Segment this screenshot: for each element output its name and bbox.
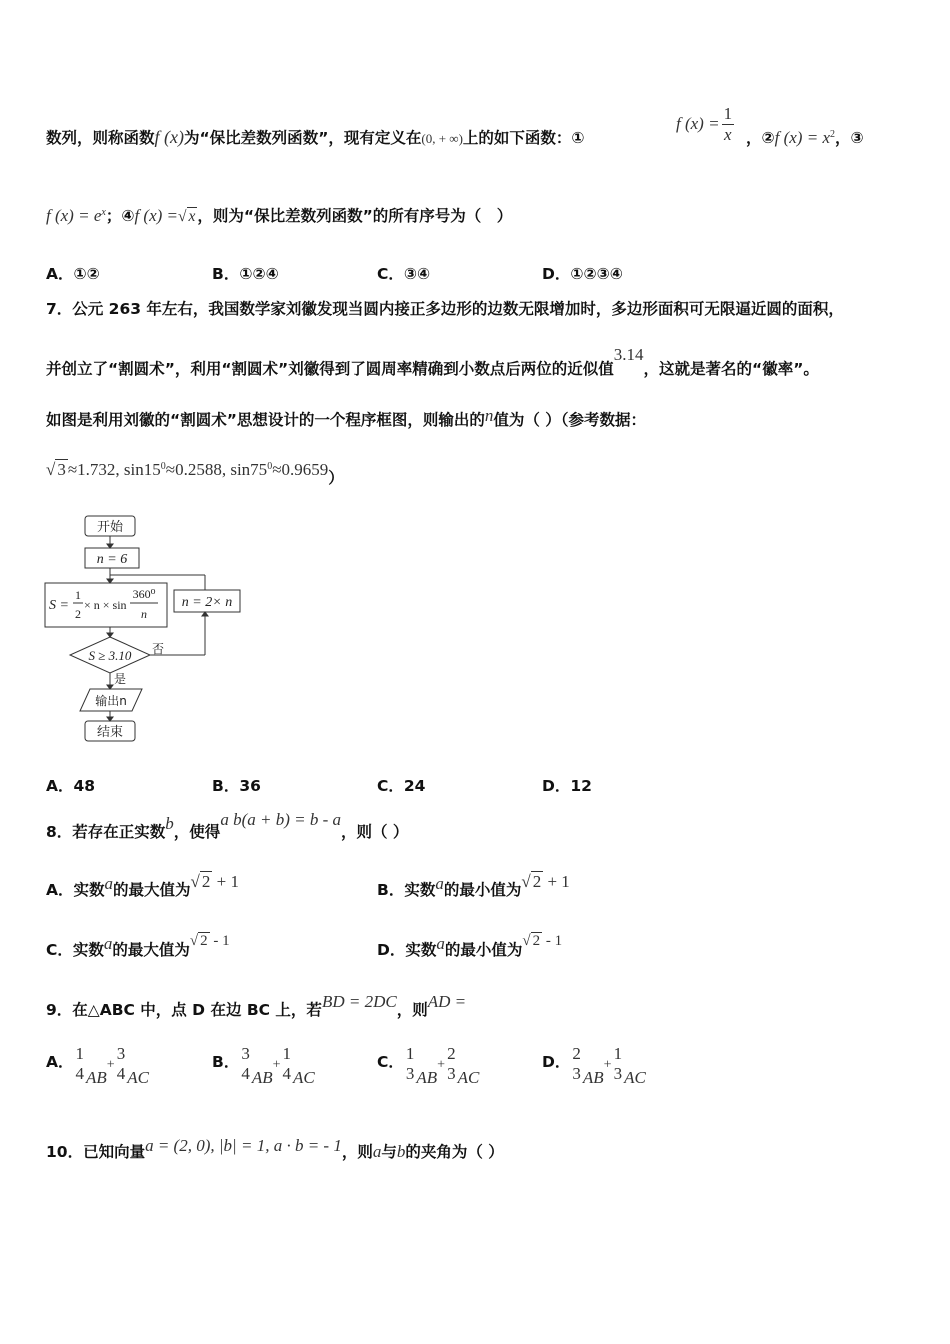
q6-f2 (746, 126, 864, 148)
q7-ref-deg: 0 (267, 460, 273, 472)
option-text: 12 (570, 777, 592, 795)
option-text: 实数 (405, 941, 437, 959)
option-frac (76, 1044, 85, 1084)
frac-num: 3 (241, 1044, 250, 1063)
option-var: a (104, 874, 114, 893)
q9-stem (46, 992, 467, 1020)
q9-option-c[interactable] (377, 1044, 480, 1087)
q6-sep: ；④ (105, 207, 135, 225)
q10-stem (46, 1136, 504, 1162)
option-label: C． (377, 777, 404, 795)
q6-option-c[interactable] (377, 262, 430, 284)
sqrt-tail: + 1 (547, 872, 570, 891)
q7-line2 (46, 345, 819, 379)
option-label: A． (46, 265, 74, 283)
q7-option-d[interactable] (542, 774, 592, 796)
option-label: D． (542, 777, 571, 795)
q8-option-a[interactable] (46, 872, 239, 900)
flow-calc-s: S = (49, 598, 69, 613)
q7-reference (46, 458, 344, 487)
option-label: C． (46, 941, 73, 959)
vector-ab: AB (416, 1067, 438, 1087)
option-sqrt: √ 2 + 1 (521, 872, 570, 891)
option-text: ①②③④ (570, 265, 623, 283)
q8-option-b[interactable] (377, 872, 570, 900)
flow-calc-half-num: 1 (75, 588, 81, 602)
q8-equation: a b(a + b) = b - a (220, 810, 341, 829)
option-label: B． (212, 265, 240, 283)
flow-arrowhead (202, 612, 208, 616)
option-frac (572, 1044, 581, 1084)
option-text: 的最小值为 (444, 941, 523, 959)
q6-text: 数列，则称函数 (46, 129, 155, 147)
option-var: a (436, 934, 445, 953)
q6-sep: ，② (746, 129, 775, 147)
option-frac (117, 1044, 126, 1084)
frac-den: x (724, 125, 732, 144)
frac-num: 1 (405, 1044, 415, 1063)
option-text: 实数 (404, 881, 436, 899)
q6-f3-expr: f (x) = e (46, 206, 102, 225)
vector-ac: AC (457, 1067, 480, 1087)
sqrt-tail: + 1 (216, 872, 239, 891)
flow-arrowhead (107, 579, 113, 583)
vector-ac: AC (624, 1067, 646, 1087)
frac-num: 1 (723, 104, 733, 123)
plus-sign: + (272, 1057, 281, 1073)
frac-num: 2 (447, 1044, 456, 1063)
q10-var-a: a (372, 1142, 382, 1161)
sqrt-radicand: 2 (532, 933, 541, 949)
vector-ac: AC (293, 1067, 315, 1087)
flow-calc-deg-num: 360⁰ (132, 587, 156, 601)
flow-arrowhead (107, 717, 113, 721)
sqrt-tail: - 1 (213, 933, 230, 949)
frac-num: 2 (572, 1044, 581, 1063)
q8-text: 8．若存在正实数 (46, 823, 166, 841)
frac-den: 4 (116, 1064, 126, 1083)
q6-f2-expr: f (x) = x (774, 128, 830, 147)
frac-den: 3 (572, 1064, 581, 1083)
q9-option-d[interactable] (542, 1044, 646, 1087)
frac-num: 3 (116, 1044, 126, 1063)
frac-den: 4 (282, 1064, 292, 1083)
q7-var-n: n (484, 406, 494, 425)
flow-arrowhead (107, 685, 113, 689)
option-text: 实数 (72, 941, 104, 959)
option-label: A． (46, 777, 74, 795)
option-text: 24 (403, 777, 426, 795)
q9-text: ，则 (396, 1001, 428, 1019)
sqrt-radicand: 2 (201, 872, 211, 891)
q7-text: 值为（ ）（参考数据： (493, 411, 647, 429)
q6-text: ，则为“保比差数列函数”的所有序号为（ ） (197, 207, 513, 225)
q6-option-a[interactable] (46, 262, 100, 284)
q9-option-b[interactable] (212, 1044, 315, 1087)
q9-text: 9．在△ABC 中，点 D 在边 BC 上，若 (46, 1001, 322, 1019)
flow-start-text: 开始 (96, 520, 124, 535)
option-text: 的最大值为 (113, 881, 191, 899)
option-text: 48 (73, 777, 96, 795)
q7-text: 如图是利用刘徽的“割圆术”思想设计的一个程序框图，则输出的 (46, 411, 485, 429)
option-text: ③④ (403, 265, 431, 283)
vector-ab: AB (86, 1067, 107, 1087)
q6-sep: ，③ (834, 129, 864, 147)
option-sqrt: √ 2 - 1 (522, 933, 563, 949)
option-label: D． (377, 941, 406, 959)
option-label: C． (377, 265, 404, 283)
q6-f2-sup: 2 (829, 128, 835, 140)
q8-text: ，则（ ） (341, 823, 409, 841)
q7-ref-close: ） (328, 469, 344, 487)
q7-ref-text: ≈0.2588, sin75 (165, 460, 268, 479)
option-text: 实数 (73, 881, 105, 899)
q6-fx: f (x) (154, 127, 184, 147)
option-label: D． (542, 1052, 571, 1071)
frac-num: 1 (282, 1044, 292, 1063)
vector-ac: AC (127, 1067, 149, 1087)
flow-calc-half-den: 2 (75, 607, 81, 621)
option-text: ①② (73, 265, 100, 283)
flow-calc-deg-den: n (141, 607, 147, 621)
option-text: 36 (239, 777, 261, 795)
q8-option-d[interactable] (377, 933, 563, 960)
sqrt-radicand: 3 (57, 460, 66, 479)
option-text: 的最大值为 (112, 941, 190, 959)
frac-num: 1 (613, 1044, 623, 1063)
flow-end-text: 结束 (96, 725, 124, 740)
q10-text: ，则 (341, 1143, 373, 1161)
plus-sign: + (603, 1057, 612, 1073)
option-label: B． (212, 1052, 240, 1071)
q10-equation: a = (2, 0), |b| = 1, a · b = - 1 (145, 1136, 342, 1155)
q10-var-b: b (396, 1142, 406, 1161)
q6-option-b[interactable] (212, 262, 279, 284)
flow-arrowhead (107, 633, 113, 637)
flow-update-text: n = 2× n (181, 595, 233, 610)
option-frac (241, 1044, 250, 1084)
option-label: A． (46, 1052, 74, 1071)
q6-f1 (676, 104, 736, 145)
q6-line1 (46, 126, 585, 148)
option-label: B． (377, 881, 405, 899)
q6-f4-sqrt: √ x (178, 208, 196, 225)
option-text: ①②④ (239, 265, 279, 283)
option-frac (447, 1044, 456, 1084)
flow-cond-text: S ≥ 3.10 (88, 648, 132, 663)
frac-den: 4 (75, 1064, 84, 1083)
q8-var-b: b (165, 814, 174, 833)
frac-den: 4 (241, 1064, 250, 1083)
option-sqrt: √ 2 + 1 (190, 872, 239, 891)
flow-calc-mid: × n × sin (84, 598, 127, 612)
q7-ref-deg: 0 (160, 460, 166, 472)
q6-f3-sup: x (101, 206, 106, 218)
frac-den: 3 (447, 1064, 456, 1083)
q8-stem (46, 810, 409, 842)
q9-equation: BD = 2DC (321, 992, 397, 1011)
q6-text: 上的如下函数：① (462, 129, 585, 147)
q7-ref-text: ≈1.732, sin15 (67, 460, 161, 479)
q8-option-c[interactable] (46, 933, 230, 960)
option-frac (283, 1044, 292, 1084)
sqrt-radicand: x (188, 208, 196, 225)
option-label: A． (46, 881, 74, 899)
q6-option-d[interactable] (542, 262, 623, 284)
q9-ad: AD = (427, 992, 467, 1011)
q7-option-b[interactable] (212, 774, 261, 796)
q7-pi-value: 3.14 (613, 345, 644, 364)
q8-text: ，使得 (173, 823, 221, 841)
q6-line2 (46, 204, 512, 226)
q6-f1-lhs: f (x) = (676, 114, 720, 133)
option-frac (406, 1044, 415, 1084)
q7-ref-text: ≈0.9659 (272, 460, 329, 479)
option-sqrt: √ 2 - 1 (189, 933, 230, 949)
flow-no-label: 否 (152, 642, 165, 656)
q7-ref-sqrt: √ 3 (46, 460, 66, 479)
vector-ab: AB (251, 1067, 273, 1087)
q10-text: 10．已知向量 (46, 1143, 146, 1161)
option-label: B． (212, 777, 240, 795)
vector-ab: AB (582, 1067, 604, 1087)
q7-text: 并创立了“割圆术”，利用“割圆术”刘徽得到了圆周率精确到小数点后两位的近似值 (46, 360, 614, 378)
option-label: D． (542, 265, 571, 283)
q7-option-a[interactable] (46, 774, 95, 796)
frac-num: 1 (75, 1044, 84, 1063)
frac-den: 3 (613, 1064, 623, 1083)
plus-sign: + (437, 1057, 446, 1073)
option-var: a (103, 934, 113, 953)
flow-init-text: n = 6 (96, 552, 128, 567)
option-label: C． (377, 1052, 404, 1071)
flow-arrowhead (107, 544, 113, 548)
option-text: 的最小值为 (443, 881, 522, 899)
q7-option-c[interactable] (377, 774, 425, 796)
q6-domain: (0, + ∞) (421, 131, 463, 146)
flow-output-text: 输出n (95, 694, 127, 708)
q10-text: 与 (381, 1143, 397, 1161)
q6-text: 为“保比差数列函数”，现有定义在 (184, 129, 422, 147)
q7-line1: 7．公元 263 年左右，我国数学家刘徽发现当圆内接正多边形的边数无限增加时，多边形面积可无限逼近圆的面积， (46, 300, 844, 318)
q6-f1-frac (722, 104, 735, 145)
frac-den: 3 (405, 1064, 415, 1083)
sqrt-radicand: 2 (200, 933, 208, 949)
q7-text: ，这就是著名的“徽率”。 (643, 360, 819, 378)
sqrt-radicand: 2 (532, 872, 542, 891)
q7-line3 (46, 408, 646, 430)
q9-option-a[interactable] (46, 1044, 149, 1087)
flowchart (44, 512, 244, 744)
q10-text: 的夹角为（ ） (405, 1143, 504, 1161)
q6-f4-lhs: f (x) = (134, 206, 178, 225)
option-frac (614, 1044, 623, 1084)
option-var: a (435, 874, 444, 893)
sqrt-tail: - 1 (545, 933, 563, 949)
flow-yes-label: 是 (114, 672, 127, 686)
plus-sign: + (106, 1057, 115, 1073)
